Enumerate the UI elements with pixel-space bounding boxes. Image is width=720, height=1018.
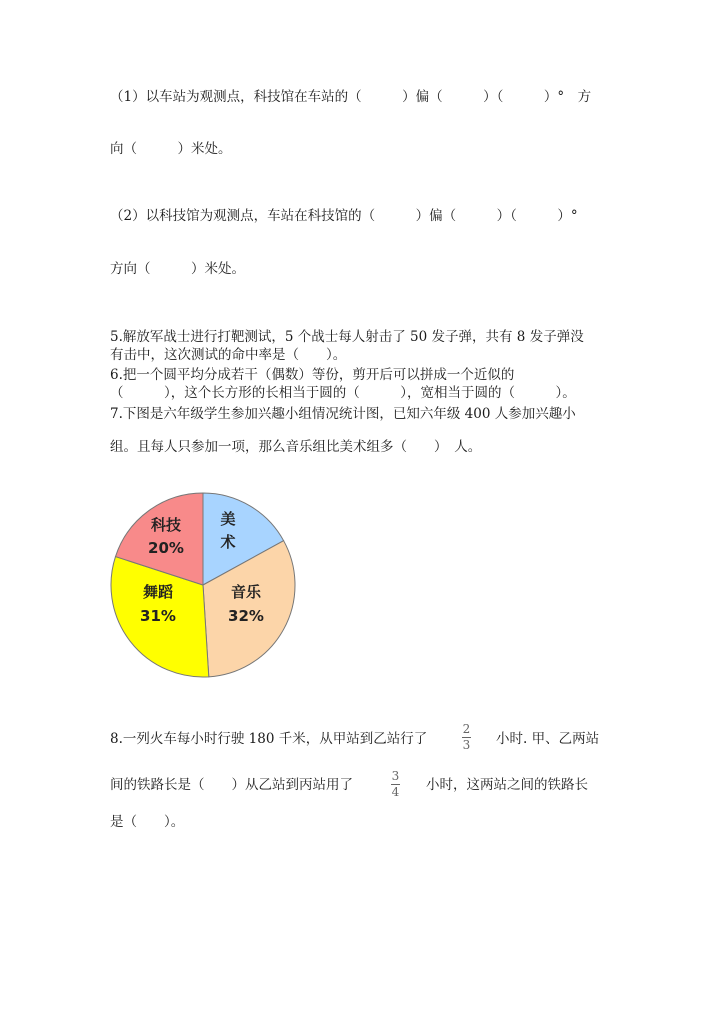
q7-line1: 7.下图是六年级学生参加兴趣小组情况统计图，已知六年级 400 人参加兴趣小: [110, 406, 576, 422]
pie-label-meishu-1: 美: [220, 510, 236, 528]
pie-label-wudao-value: 31%: [140, 607, 176, 625]
q4-part1-line2: 向（ ）米处。: [110, 141, 232, 157]
pie-chart: [108, 490, 298, 680]
fraction-numerator: 3: [391, 769, 400, 783]
q4-part2-line2: 方向（ ）米处。: [110, 261, 245, 277]
fraction-two-thirds: [462, 723, 471, 752]
pie-label-keji-value: 20%: [148, 539, 184, 557]
q8-line2-a: 间的铁路长是（ ）从乙站到丙站用了: [110, 777, 353, 793]
q8-line1-a: 8.一列火车每小时行驶 180 千米，从甲站到乙站行了: [110, 731, 428, 747]
q4-part1-line1: （1）以车站为观测点，科技馆在车站的（ ）偏（ ）（ ）° 方: [110, 89, 592, 105]
pie-label-keji-name: 科技: [150, 516, 182, 534]
fraction-numerator: 2: [462, 722, 471, 736]
q8-line1-b: 小时. 甲、乙两站: [496, 731, 600, 747]
q6-line1: 6.把一个圆平均分成若干（偶数）等份，剪开后可以拼成一个近似的: [110, 367, 515, 383]
pie-label-meishu-2: 术: [220, 533, 236, 551]
pie-label-yinyue-value: 32%: [228, 607, 264, 625]
q8-line2-b: 小时，这两站之间的铁路长: [426, 777, 588, 793]
fraction-denominator: 4: [391, 785, 400, 799]
fraction-three-quarters: [391, 770, 400, 799]
q4-part2-line1: （2）以科技馆为观测点，车站在科技馆的（ ）偏（ ）（ ）°: [110, 208, 578, 224]
q5-line2: 有击中，这次测试的命中率是（ ）。: [110, 347, 347, 363]
q7-line2: 组。且每人只参加一项，那么音乐组比美术组多（ ） 人。: [110, 439, 482, 455]
q8-line3: 是（ ）。: [110, 814, 185, 830]
pie-label-wudao-name: 舞蹈: [142, 583, 174, 601]
pie-label-yinyue-name: 音乐: [230, 583, 262, 601]
fraction-denominator: 3: [462, 738, 471, 752]
q5-line1: 5.解放军战士进行打靶测试，5 个战士每人射击了 50 发子弹，共有 8 发子弹没: [110, 329, 584, 345]
q6-line2: （ ），这个长方形的长相当于圆的（ ），宽相当于圆的（ ）。: [110, 385, 576, 401]
